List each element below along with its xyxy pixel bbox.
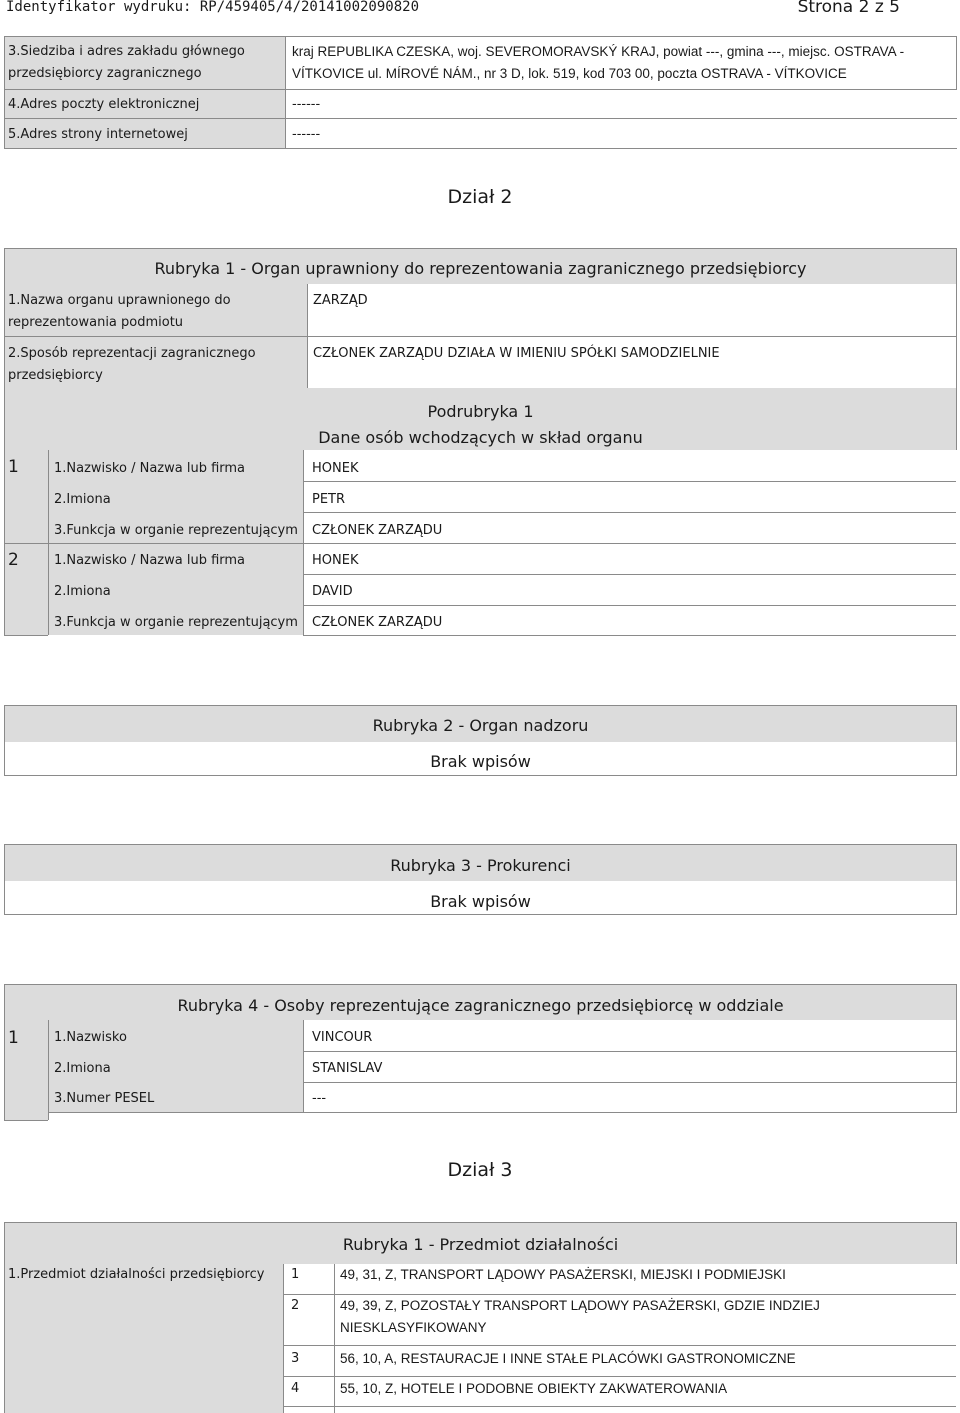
dzial-3-rubryka-1-title: Rubryka 1 - Przedmiot działalności — [342, 1235, 619, 1254]
business-activity-label-column — [4, 1264, 283, 1413]
activity-1-description: 49, 31, Z, TRANSPORT LĄDOWY PASAŻERSKI, MIEJSKI I PODMIEJSKI — [340, 1267, 786, 1282]
member-2-surname-label: 1.Nazwisko / Nazwa lub firma — [54, 553, 246, 568]
email-value: ------ — [292, 97, 321, 112]
member-2-function-label: 3.Funkcja w organie reprezentującym — [54, 615, 298, 630]
member-1-surname-label: 1.Nazwisko / Nazwa lub firma — [54, 461, 246, 476]
activity-3-description: 56, 10, A, RESTAURACJE I INNE STAŁE PLACÓWKI GASTRONOMICZNE — [340, 1351, 796, 1366]
email-label: 4.Adres poczty elektronicznej — [8, 97, 200, 112]
seat-address-label: 3.Siedziba i adres zakładu głównego przedsiębiorcy zagranicznego — [8, 44, 245, 81]
rubryka-2-title: Rubryka 2 - Organ nadzoru — [372, 716, 589, 735]
rubryka-3-title: Rubryka 3 - Prokurenci — [390, 856, 571, 875]
activity-3-number: 3 — [291, 1351, 300, 1366]
member-2-surname-value: HONEK — [312, 553, 359, 568]
representative-pesel-label: 3.Numer PESEL — [54, 1091, 155, 1106]
member-1-names-label: 2.Imiona — [54, 492, 111, 507]
member-2-function-value: CZŁONEK ZARZĄDU — [312, 615, 443, 630]
representative-names-value: STANISLAV — [312, 1061, 383, 1076]
website-label: 5.Adres strony internetowej — [8, 127, 188, 142]
rubryka-4-title: Rubryka 4 - Osoby reprezentujące zagranicznego przedsiębiorcę w oddziale — [177, 996, 784, 1015]
print-identifier: Identyfikator wydruku: RP/459405/4/20141002090820 — [6, 0, 420, 15]
organ-name-value: ZARZĄD — [313, 293, 368, 308]
member-1-function-label: 3.Funkcja w organie reprezentującym — [54, 523, 298, 538]
member-1-number: 1 — [8, 457, 19, 477]
section-title-dzial-2: Dział 2 — [447, 186, 513, 208]
member-1-surname-value: HONEK — [312, 461, 359, 476]
seat-address-value: kraj REPUBLIKA CZESKA, woj. SEVEROMORAVSKÝ KRAJ, powiat ---, gmina ---, miejsc. OSTRAVA - VÍTKOVICE ul. MÍROVÉ NÁM., nr 3 D, lok. 519, kod 703 00, poczta OSTRAVA - VÍTKOVICE — [292, 44, 905, 81]
representative-pesel-value: --- — [312, 1091, 327, 1106]
activity-2-number: 2 — [291, 1298, 300, 1313]
representative-names-label: 2.Imiona — [54, 1061, 111, 1076]
representation-method-label: 2.Sposób reprezentacji zagranicznego przedsiębiorcy — [8, 346, 256, 383]
activity-4-description: 55, 10, Z, HOTELE I PODOBNE OBIEKTY ZAKWATEROWANIA — [340, 1381, 728, 1396]
representative-number: 1 — [8, 1028, 19, 1048]
member-2-names-label: 2.Imiona — [54, 584, 111, 599]
member-2-names-value: DAVID — [312, 584, 353, 599]
rubryka-1-title: Rubryka 1 - Organ uprawniony do reprezentowania zagranicznego przedsiębiorcy — [154, 259, 807, 278]
business-activity-label: 1.Przedmiot działalności przedsiębiorcy — [8, 1267, 265, 1282]
podrubryka-1-title: Podrubryka 1 — [427, 402, 534, 421]
representative-surname-label: 1.Nazwisko — [54, 1030, 127, 1045]
rubryka-3-empty: Brak wpisów — [430, 892, 531, 911]
representation-method-value: CZŁONEK ZARZĄDU DZIAŁA W IMIENIU SPÓŁKI SAMODZIELNIE — [313, 346, 720, 361]
website-value: ------ — [292, 127, 321, 142]
representative-surname-value: VINCOUR — [312, 1030, 373, 1045]
member-1-names-value: PETR — [312, 492, 346, 507]
podrubryka-1-subtitle: Dane osób wchodzących w skład organu — [318, 428, 643, 447]
organ-name-label: 1.Nazwa organu uprawnionego do reprezentowania podmiotu — [8, 293, 231, 330]
member-1-function-value: CZŁONEK ZARZĄDU — [312, 523, 443, 538]
rubryka-2-empty: Brak wpisów — [430, 752, 531, 771]
activity-4-number: 4 — [291, 1381, 300, 1396]
activity-1-number: 1 — [291, 1267, 300, 1282]
member-2-number: 2 — [8, 550, 19, 570]
section-title-dzial-3: Dział 3 — [447, 1159, 513, 1181]
activity-2-description: 49, 39, Z, POZOSTAŁY TRANSPORT LĄDOWY PASAŻERSKI, GDZIE INDZIEJ NIESKLASYFIKOWANY — [340, 1298, 820, 1335]
page-number: Strona 2 z 5 — [797, 0, 900, 17]
